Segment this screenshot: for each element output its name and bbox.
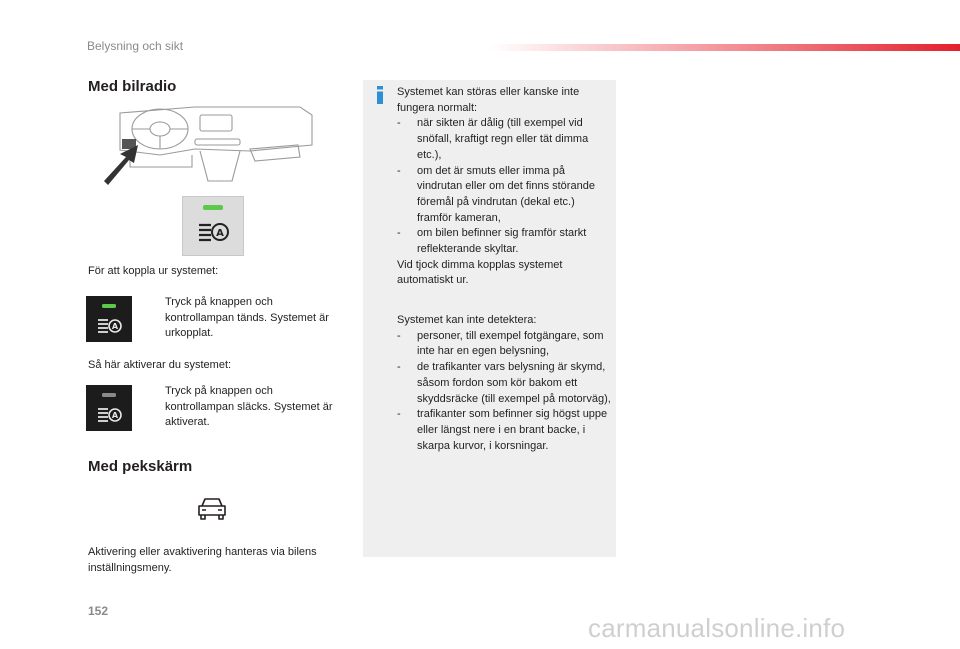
watermark: carmanualsonline.info: [588, 613, 846, 643]
button-lamp-on-illustration: [86, 296, 132, 342]
page-number: 152: [88, 604, 109, 618]
list-dash: -: [397, 408, 401, 421]
button-lamp-off-illustration: [86, 385, 132, 431]
info-list-item: [397, 360, 612, 407]
list-dash: -: [397, 329, 401, 342]
info-list-item-text: trafikanter som befinner sig högst uppe eller längst nere i en brant backe, i skarpa kurvor, i korsningar.: [417, 408, 608, 452]
list-dash: -: [397, 117, 401, 130]
svg-text:A: A: [216, 228, 224, 239]
info-list-item-text: de trafikanter vars belysning är skymd, såsom fordon som kör bakom ett skyddsräcke (till exempel på motorväg),: [417, 361, 611, 405]
info-list-item: [397, 116, 612, 163]
svg-text:A: A: [111, 322, 119, 331]
heading-touchscreen: Med pekskärm: [88, 458, 193, 475]
info-list-item: [397, 407, 612, 454]
info-list-item: [397, 226, 612, 257]
info-intro: Systemet kan störas eller kanske inte fungera normalt:: [397, 86, 580, 114]
info-list-item-text: personer, till exempel fotgängare, som inte har en egen belysning,: [417, 329, 604, 358]
section-title: Belysning och sikt: [87, 39, 184, 53]
disable-instruction-text: Tryck på knappen och kontrollampan tänds. Systemet är urkopplat.: [165, 296, 329, 339]
header-accent-bar: [490, 44, 960, 51]
info-list-item-text: om bilen befinner sig framför starkt reflekterande skyltar.: [417, 227, 587, 256]
info-list-item: [397, 164, 612, 227]
dashboard-illustration: [100, 105, 318, 185]
heading-radio: Med bilradio: [88, 78, 177, 95]
enable-intro: Så här aktiverar du systemet:: [88, 359, 232, 371]
svg-text:A: A: [111, 411, 119, 420]
touchscreen-text: Aktivering eller avaktivering hanteras via bilens inställningsmeny.: [88, 546, 317, 574]
disable-intro: För att koppla ur systemet:: [88, 265, 219, 277]
enable-instruction-text: Tryck på knappen och kontrollampan släcks. Systemet är aktiverat.: [165, 385, 333, 428]
info-icon: [375, 86, 385, 104]
info-fog-note: Vid tjock dimma kopplas systemet automatiskt ur.: [397, 258, 563, 287]
info-detection-intro: Systemet kan inte detektera:: [397, 314, 537, 326]
list-dash: -: [397, 164, 401, 177]
list-dash: -: [397, 227, 401, 240]
info-list-item-text: när sikten är dålig (till exempel vid snöfall, kraftigt regn eller tät dimma etc.),: [417, 117, 589, 161]
info-list-item: [397, 329, 612, 360]
info-block-disturbances: [397, 85, 612, 289]
info-list-item-text: om det är smuts eller imma på vindrutan eller om det finns störande föremål på vindrutan (dekal etc.) framför kameran,: [417, 164, 595, 224]
list-dash: -: [397, 361, 401, 374]
info-block-detection: [397, 313, 612, 454]
auto-high-beam-lamp-off-icon: [86, 385, 132, 431]
car-icon: [196, 496, 228, 522]
auto-high-beam-icon: [183, 197, 243, 255]
auto-high-beam-lamp-on-icon: [86, 296, 132, 342]
headlamp-auto-button-illustration: [182, 196, 244, 256]
